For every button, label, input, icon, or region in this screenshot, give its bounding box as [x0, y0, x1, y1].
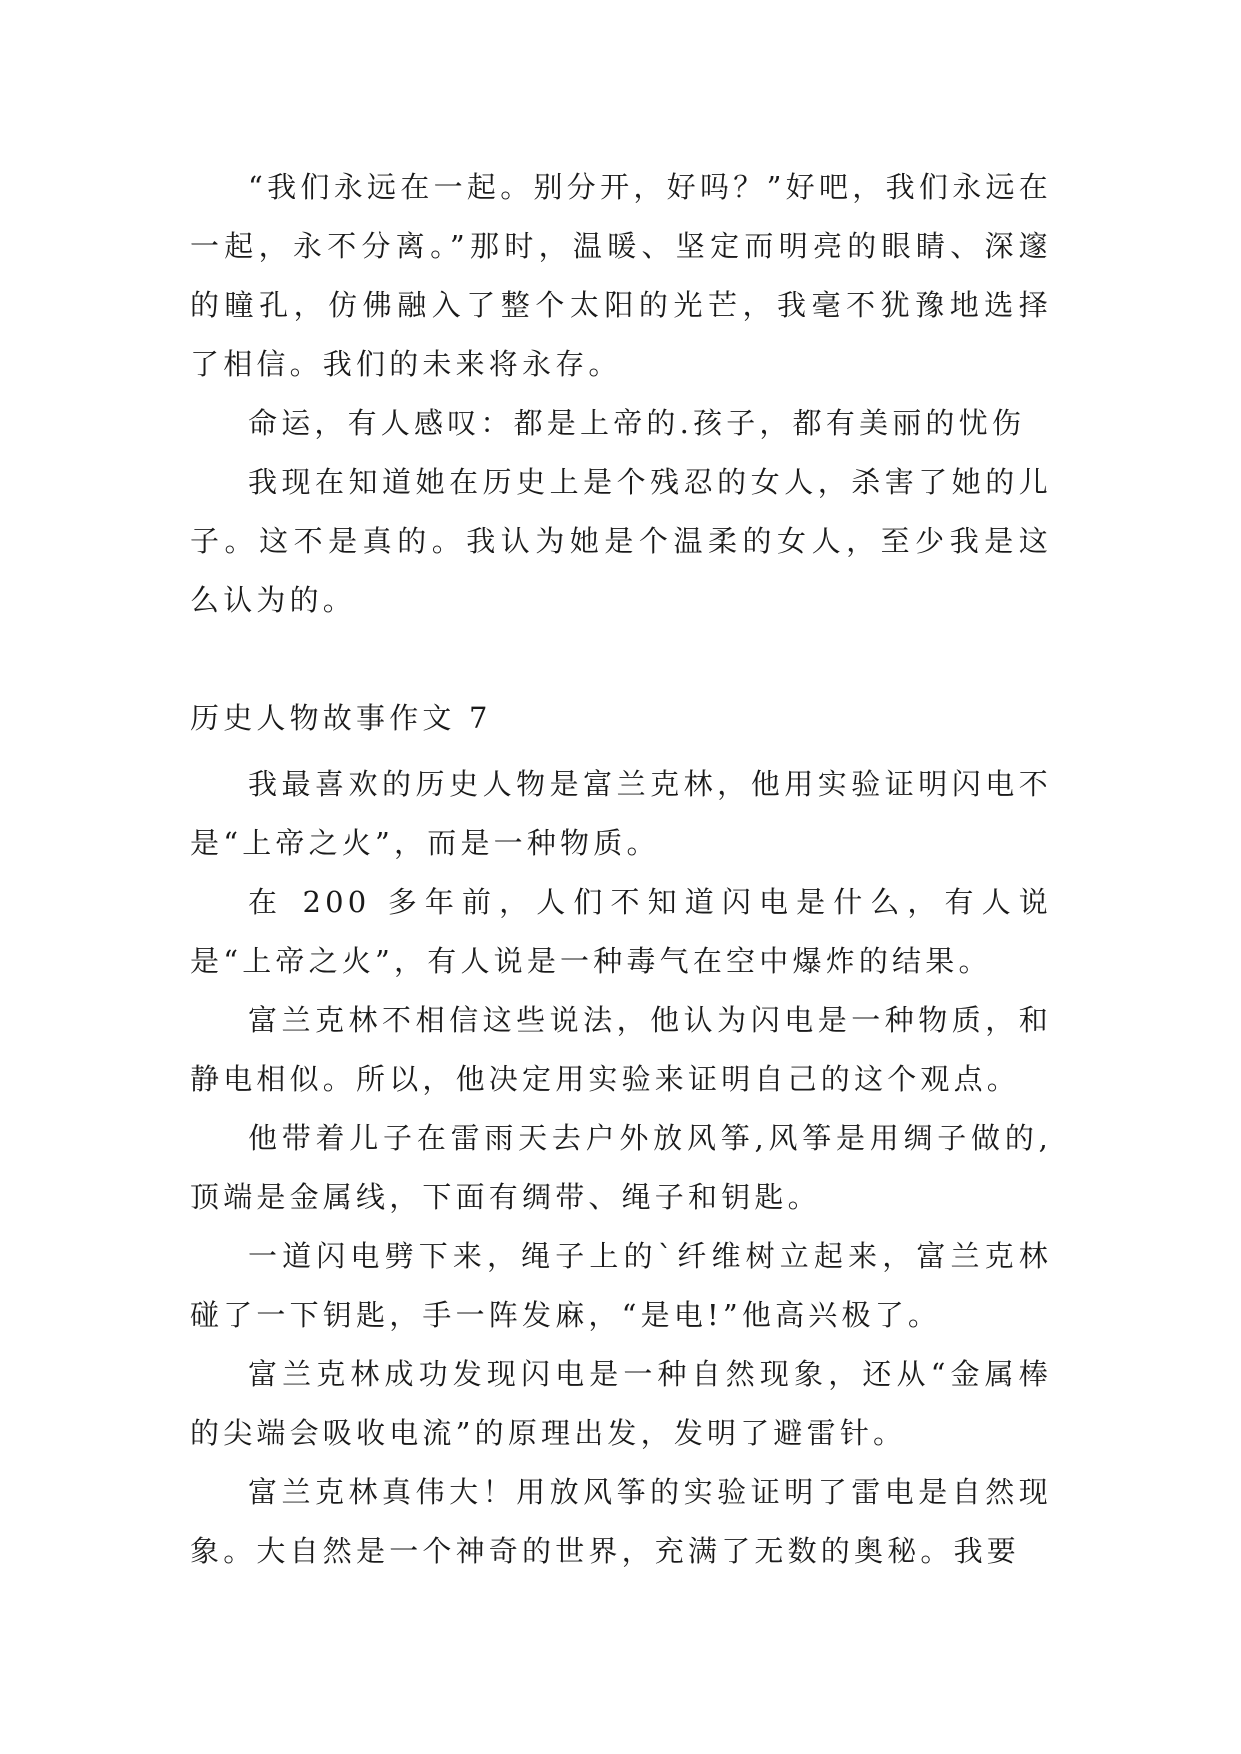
document-body: [190, 158, 1052, 1581]
title-spacer: [190, 748, 1052, 755]
paragraph: 富兰克林不相信这些说法，他认为闪电是一种物质，和静电相似。所以，他决定用实验来证明自己的这个观点。: [190, 1003, 1052, 1096]
paragraph: 在 200 多年前，人们不知道闪电是什么，有人说是“上帝之火”，有人说是一种毒气在空中爆炸的结果。: [190, 885, 1052, 978]
paragraph: 我现在知道她在历史上是个残忍的女人，杀害了她的儿子。这不是真的。我认为她是个温柔的女人，至少我是这么认为的。: [190, 465, 1052, 617]
paragraph: 命运，有人感叹：都是上帝的.孩子，都有美丽的忧伤: [248, 406, 1026, 440]
paragraph: 一道闪电劈下来，绳子上的`纤维树立起来，富兰克林碰了一下钥匙，手一阵发麻，“是电!”他高兴极了。: [190, 1239, 1052, 1332]
paragraph: 富兰克林真伟大！用放风筝的实验证明了雷电是自然现象。大自然是一个神奇的世界，充满了无数的奥秘。我要: [190, 1475, 1052, 1568]
paragraph: 富兰克林成功发现闪电是一种自然现象，还从“金属棒的尖端会吸收电流”的原理出发，发明了避雷针。: [190, 1357, 1052, 1450]
paragraph: 他带着儿子在雷雨天去户外放风筝,风筝是用绸子做的,顶端是金属线，下面有绸带、绳子和钥匙。: [190, 1121, 1053, 1214]
paragraph: 我最喜欢的历史人物是富兰克林，他用实验证明闪电不是“上帝之火”，而是一种物质。: [190, 767, 1052, 860]
section-title: 历史人物故事作文 7: [190, 701, 492, 735]
section-spacer: [190, 630, 1052, 689]
paragraph: “我们永远在一起。别分开，好吗？”好吧，我们永远在一起，永不分离。”那时，温暖、坚定而明亮的眼睛、深邃的瞳孔，仿佛融入了整个太阳的光芒，我毫不犹豫地选择了相信。我们的未来将永存。: [190, 170, 1052, 381]
